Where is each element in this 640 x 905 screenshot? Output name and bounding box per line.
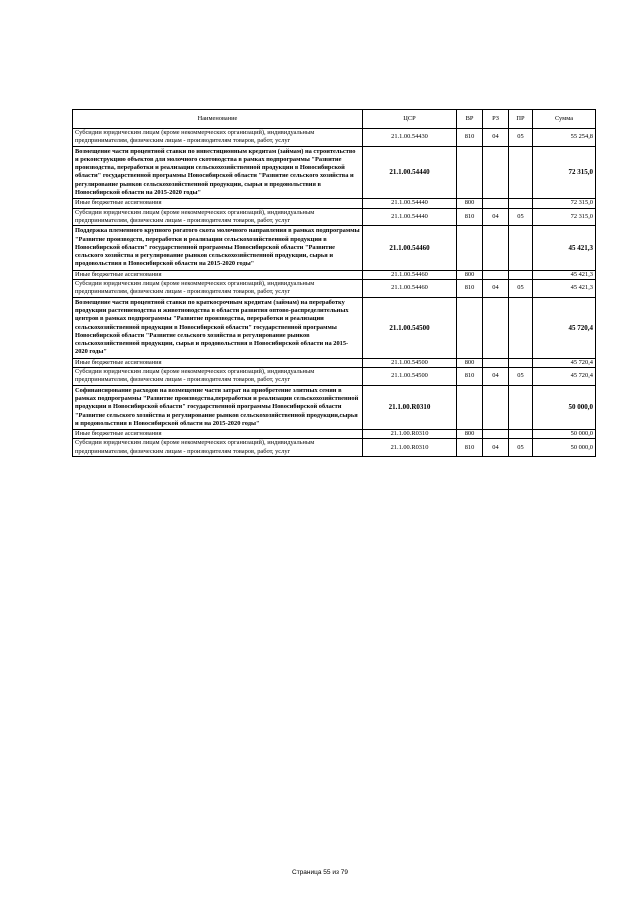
table-header-row bbox=[73, 110, 596, 129]
cell-rz: 04 bbox=[483, 439, 509, 457]
table-row bbox=[73, 358, 596, 367]
cell-rz bbox=[483, 270, 509, 279]
cell-sum: 45 720,4 bbox=[533, 368, 596, 386]
cell-sum: 55 254,8 bbox=[533, 129, 596, 147]
cell-sum: 50 000,0 bbox=[533, 439, 596, 457]
cell-name: Возмещение части процентной ставки по краткосрочным кредитам (займам) на переработку продукции растениеводства и животноводства в области развития оптово-распределительных центров в рамках подпрограммы "Развитие производства, переработки и реализации сельскохозяйственной продукции в Новосибирской области" государственной программы Новосибирской области "Развитие сельского хозяйства и регулирование рынков сельскохозяйственной продукции, сырья и продовольствия в Новосибирской области на 2015-2020 годы" bbox=[73, 297, 363, 358]
cell-rz bbox=[483, 146, 509, 199]
cell-name: Иные бюджетные ассигнования bbox=[73, 199, 363, 208]
cell-sum: 45 421,3 bbox=[533, 280, 596, 298]
cell-rz bbox=[483, 358, 509, 367]
cell-pr bbox=[509, 146, 533, 199]
cell-csr: 21.1.00.54460 bbox=[363, 280, 457, 298]
cell-csr: 21.1.00.54440 bbox=[363, 208, 457, 226]
table-row-program bbox=[73, 226, 596, 270]
cell-name: Субсидии юридическим лицам (кроме некоммерческих организаций), индивидуальным предпринимателям, физическим лицам - производителям товаров, работ, услуг bbox=[73, 280, 363, 298]
cell-name: Иные бюджетные ассигнования bbox=[73, 358, 363, 367]
cell-sum: 72 315,0 bbox=[533, 208, 596, 226]
cell-vr: 810 bbox=[457, 208, 483, 226]
cell-csr: 21.1.00.54430 bbox=[363, 129, 457, 147]
cell-sum: 72 315,0 bbox=[533, 146, 596, 199]
cell-csr: 21.1.00.R0310 bbox=[363, 385, 457, 429]
cell-vr: 800 bbox=[457, 358, 483, 367]
table-row bbox=[73, 368, 596, 386]
header-rz: РЗ bbox=[483, 110, 509, 129]
cell-sum: 50 000,0 bbox=[533, 385, 596, 429]
table-row-program bbox=[73, 146, 596, 199]
cell-sum: 45 720,4 bbox=[533, 358, 596, 367]
table-row bbox=[73, 129, 596, 147]
cell-csr: 21.1.00.54440 bbox=[363, 146, 457, 199]
cell-pr bbox=[509, 430, 533, 439]
budget-table bbox=[72, 109, 596, 457]
cell-pr: 05 bbox=[509, 280, 533, 298]
table-row bbox=[73, 430, 596, 439]
cell-name: Софинансирование расходов на возмещение части затрат на приобретение элитных семян в рамках подпрограммы "Развитие производства,переработки и реализации сельскохозяйственной продукции в Новосибирской области" государственной программы Новосибирской области "Развитие сельского хозяйства и регулирование рынков сельскохозяйственной продукции,сырья и продовольствия в Новосибирской области на 2015-2020 годы" bbox=[73, 385, 363, 429]
table-body bbox=[73, 129, 596, 457]
cell-pr bbox=[509, 297, 533, 358]
cell-csr: 21.1.00.R0310 bbox=[363, 430, 457, 439]
cell-name: Субсидии юридическим лицам (кроме некоммерческих организаций), индивидуальным предпринимателям, физическим лицам - производителям товаров, работ, услуг bbox=[73, 368, 363, 386]
cell-csr: 21.1.00.54460 bbox=[363, 270, 457, 279]
table-row bbox=[73, 199, 596, 208]
cell-rz: 04 bbox=[483, 368, 509, 386]
cell-csr: 21.1.00.54500 bbox=[363, 297, 457, 358]
cell-csr: 21.1.00.54500 bbox=[363, 358, 457, 367]
cell-name: Поддержка племенного крупного рогатого скота молочного направления в рамках подпрограммы "Развитие производств, переработки и реализации сельскохозяйственной продукции в Новосибирской области" государственной программы Новосибирской области "Развитие сельского хозяйства и регулирование рынков сельскохозяйственной продукции, сырья и продовольствия в Новосибирской области на 2015-2020 годы" bbox=[73, 226, 363, 270]
cell-pr: 05 bbox=[509, 129, 533, 147]
cell-pr: 05 bbox=[509, 439, 533, 457]
cell-pr bbox=[509, 226, 533, 270]
cell-csr: 21.1.00.R0310 bbox=[363, 439, 457, 457]
cell-pr bbox=[509, 358, 533, 367]
cell-vr: 800 bbox=[457, 430, 483, 439]
cell-rz bbox=[483, 430, 509, 439]
cell-vr: 800 bbox=[457, 270, 483, 279]
cell-pr: 05 bbox=[509, 368, 533, 386]
cell-vr bbox=[457, 385, 483, 429]
table-row-program bbox=[73, 385, 596, 429]
cell-rz bbox=[483, 199, 509, 208]
cell-name: Иные бюджетные ассигнования bbox=[73, 270, 363, 279]
cell-vr: 810 bbox=[457, 280, 483, 298]
cell-csr: 21.1.00.54440 bbox=[363, 199, 457, 208]
cell-vr: 810 bbox=[457, 129, 483, 147]
cell-sum: 50 000,0 bbox=[533, 430, 596, 439]
cell-rz: 04 bbox=[483, 129, 509, 147]
cell-name: Субсидии юридическим лицам (кроме некоммерческих организаций), индивидуальным предпринимателям, физическим лицам - производителям товаров, работ, услуг bbox=[73, 129, 363, 147]
cell-vr bbox=[457, 297, 483, 358]
cell-sum: 45 720,4 bbox=[533, 297, 596, 358]
header-vr: ВР bbox=[457, 110, 483, 129]
cell-vr: 810 bbox=[457, 368, 483, 386]
cell-rz bbox=[483, 297, 509, 358]
cell-name: Иные бюджетные ассигнования bbox=[73, 430, 363, 439]
cell-csr: 21.1.00.54460 bbox=[363, 226, 457, 270]
cell-name: Возмещение части процентной ставки по инвестиционным кредитам (займам) на строительство и реконструкцию объектов для молочного скотоводства в рамках подпрограммы "Развитие производства, переработки и реализации сельскохозяйственной продукции в Новосибирской области" государственной программы Новосибирской области "Развитие сельского хозяйства и регулирование рынков сельскохозяйственной продукции, сырья и продовольствия в Новосибирской области на 2015-2020 годы" bbox=[73, 146, 363, 199]
page-number: Страница 55 из 79 bbox=[292, 869, 348, 876]
cell-rz: 04 bbox=[483, 280, 509, 298]
table-row bbox=[73, 208, 596, 226]
table-row bbox=[73, 439, 596, 457]
header-name: Наименование bbox=[73, 110, 363, 129]
cell-pr bbox=[509, 385, 533, 429]
header-sum: Сумма bbox=[533, 110, 596, 129]
cell-rz bbox=[483, 226, 509, 270]
table-row bbox=[73, 280, 596, 298]
cell-vr: 800 bbox=[457, 199, 483, 208]
cell-sum: 72 315,0 bbox=[533, 199, 596, 208]
cell-sum: 45 421,3 bbox=[533, 226, 596, 270]
cell-csr: 21.1.00.54500 bbox=[363, 368, 457, 386]
table-row-program bbox=[73, 297, 596, 358]
cell-vr bbox=[457, 226, 483, 270]
cell-pr bbox=[509, 199, 533, 208]
cell-name: Субсидии юридическим лицам (кроме некоммерческих организаций), индивидуальным предпринимателям, физическим лицам - производителям товаров, работ, услуг bbox=[73, 439, 363, 457]
cell-pr: 05 bbox=[509, 208, 533, 226]
cell-vr bbox=[457, 146, 483, 199]
cell-name: Субсидии юридическим лицам (кроме некоммерческих организаций), индивидуальным предпринимателям, физическим лицам - производителям товаров, работ, услуг bbox=[73, 208, 363, 226]
cell-rz: 04 bbox=[483, 208, 509, 226]
cell-vr: 810 bbox=[457, 439, 483, 457]
header-pr: ПР bbox=[509, 110, 533, 129]
cell-pr bbox=[509, 270, 533, 279]
table-row bbox=[73, 270, 596, 279]
header-csr: ЦСР bbox=[363, 110, 457, 129]
cell-sum: 45 421,3 bbox=[533, 270, 596, 279]
cell-rz bbox=[483, 385, 509, 429]
